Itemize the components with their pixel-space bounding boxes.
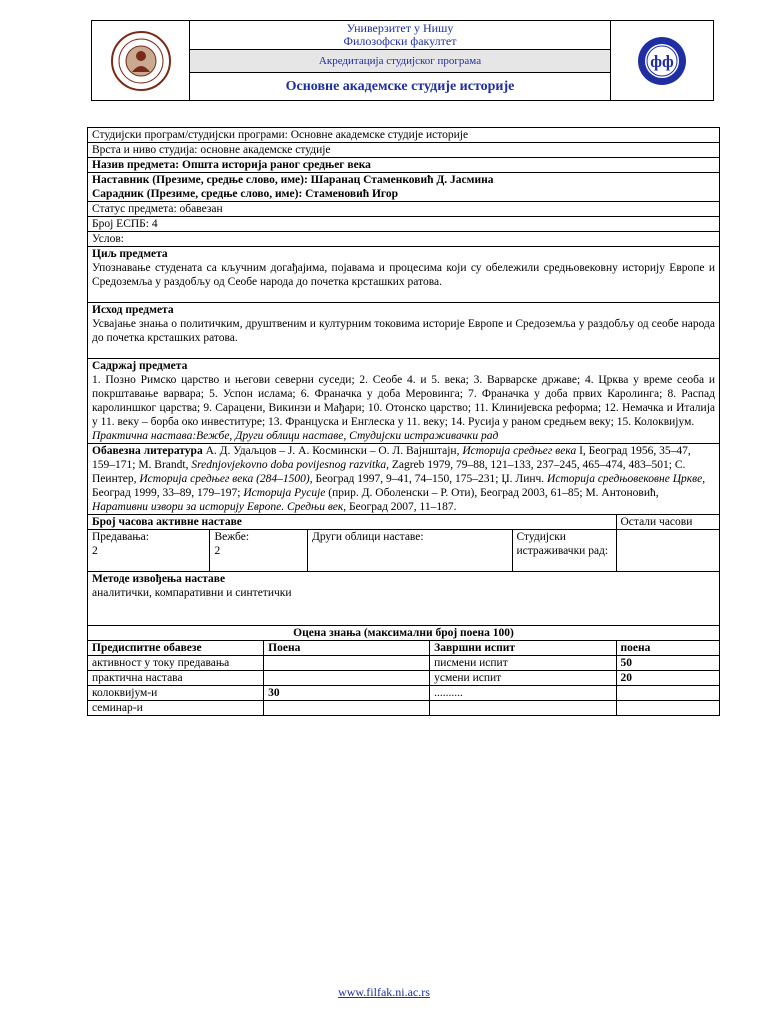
literature-title: Историја средњовековне Цркве bbox=[547, 473, 703, 485]
content-text: 1. Позно Римско царство и његови северни суседи; 2. Сеобе 4. и 5. века; 3. Варварске државе; 4. Црква у време сеоба и покрштавање варвара; 5. Успон ислама; 6. Франачка у доба Меровинга; 7. Франачка у доба првих Каролинга; 8. Распад каролиншког царства; 9. Сарацени, Викинзи и Мађари; 10. Отонско царство; 11. Клинијевска реформа; 12. Немачка и Италија у 11. веку – борба око инвеституре; 13. Француска и Енглеска у 11. веку; 14. Русија у раном средњем веку; 15. Колоквијум. bbox=[92, 374, 715, 428]
exercises-label: Вежбе: bbox=[214, 531, 250, 543]
research-label: Студијски истраживачки рад: bbox=[516, 531, 609, 557]
goal-section bbox=[88, 247, 720, 303]
lectures-label: Предавања: bbox=[92, 531, 149, 543]
literature-part: , Београд 1997, 9–41, 74–150, 175–231; Џ. Линч. bbox=[309, 473, 548, 485]
header-table bbox=[91, 20, 714, 101]
grading-cell: 50 bbox=[616, 656, 720, 671]
grading-col-points: Поена bbox=[264, 641, 430, 656]
grading-col-pre: Предиспитне обавезе bbox=[88, 641, 264, 656]
faculty-logo-letters: фф bbox=[650, 51, 674, 71]
grading-cell bbox=[264, 656, 430, 671]
university-name: Универзитет у Нишу bbox=[346, 21, 454, 35]
literature-title: Историја Русије bbox=[243, 487, 326, 499]
literature-part: , Београд 1999, 33–89, 179–197; bbox=[92, 473, 706, 499]
university-name-cell bbox=[190, 21, 611, 50]
grading-col-final: Завршни испит bbox=[430, 641, 616, 656]
faculty-logo-icon bbox=[636, 35, 688, 87]
outcome-section bbox=[88, 303, 720, 359]
lectures-value: 2 bbox=[92, 545, 98, 557]
faculty-logo-cell bbox=[611, 21, 714, 101]
footer bbox=[0, 985, 768, 1000]
outcome-heading: Исход предмета bbox=[92, 304, 174, 316]
literature-title: Srednjovjekovno doba povijesnog razvitka bbox=[191, 459, 387, 471]
content-section bbox=[88, 359, 720, 444]
literature-heading: Обавезна литература bbox=[92, 445, 203, 457]
literature-section bbox=[88, 444, 720, 515]
footer-link[interactable]: www.filfak.ni.ac.rs bbox=[338, 985, 430, 999]
goal-heading: Циљ предмета bbox=[92, 248, 168, 260]
grading-cell: семинар-и bbox=[88, 701, 264, 716]
exercises-value: 2 bbox=[214, 545, 221, 557]
outcome-text: Усвајање знања о политичким, друштвеним и културним токовима историје Европе и Средоземља у раздобљу од сеобе народа до почетка крсташких ратова. bbox=[92, 318, 715, 344]
espb-row: Број ЕСПБ: 4 bbox=[88, 217, 720, 232]
grading-row bbox=[88, 701, 720, 716]
grading-cell: активност у току предавања bbox=[88, 656, 264, 671]
grading-cell: 30 bbox=[264, 686, 430, 701]
research-cell bbox=[512, 530, 616, 572]
literature-title: Наративни извори за историју Европе. Средњи век bbox=[92, 501, 344, 513]
university-seal-cell bbox=[92, 21, 190, 101]
grading-cell bbox=[264, 701, 430, 716]
grading-cell bbox=[616, 701, 720, 716]
other-hours-cell bbox=[616, 530, 720, 572]
literature-part: (прир. Д. Оболенски – Р. Оти), Београд 2003, 61–85; М. Антоновић, bbox=[325, 487, 659, 499]
assistant-line: Сарадник (Презиме, средње слово, име): Стаменовић Игор bbox=[92, 188, 398, 200]
literature-part: , Београд 2007, 11–187. bbox=[343, 501, 457, 513]
grading-col-final-points: поена bbox=[616, 641, 720, 656]
subject-row: Назив предмета: Општа историја раног средњег века bbox=[88, 158, 720, 173]
grading-cell: 20 bbox=[616, 671, 720, 686]
content-heading: Садржај предмета bbox=[92, 360, 188, 372]
lectures-cell bbox=[88, 530, 210, 572]
accreditation-label: Акредитација студијског програма bbox=[190, 50, 611, 73]
grading-cell: писмени испит bbox=[430, 656, 616, 671]
methods-text: аналитички, компаративни и синтетички bbox=[92, 587, 292, 599]
other-forms-cell: Други облици наставе: bbox=[307, 530, 512, 572]
university-seal-icon bbox=[110, 30, 172, 92]
teacher-line: Наставник (Презиме, средње слово, име): Шаранац Стаменковић Д. Јасмина bbox=[92, 174, 494, 186]
condition-row: Услов: bbox=[88, 232, 720, 247]
literature-part: , Zagreb 1979, 79–88, 121–133, 237–245, 465–474, 483–501; С. Пеинтер, bbox=[92, 459, 686, 485]
grading-row bbox=[88, 686, 720, 701]
exercises-cell bbox=[210, 530, 308, 572]
staff-row bbox=[88, 173, 720, 202]
grading-row bbox=[88, 656, 720, 671]
grading-cell bbox=[430, 701, 616, 716]
grading-row bbox=[88, 671, 720, 686]
literature-title: Историја средњег века bbox=[462, 445, 577, 457]
literature-part: А. Д. Удаљцов – Ј. А. Космински – О. Л. Вајнштајн, bbox=[202, 445, 463, 457]
grading-cell: .......... bbox=[430, 686, 616, 701]
methods-section bbox=[88, 572, 720, 626]
literature-title: Историја средњег века (284–1500) bbox=[139, 473, 310, 485]
faculty-name: Филозофски факултет bbox=[343, 34, 457, 48]
program-title: Основне академске студије историје bbox=[190, 73, 611, 101]
course-table bbox=[87, 127, 720, 716]
goal-text: Упознавање студената са кључним догађајима, појавама и процесима који су обележили средњовековну историју Европе и Средоземља у раздобљу од Сеобе народа до почетка крсташких ратова. bbox=[92, 262, 715, 288]
level-row: Врста и ниво студија: основне академске студије bbox=[88, 143, 720, 158]
other-hours-heading: Остали часови bbox=[616, 515, 720, 530]
program-row: Студијски програм/студијски програми: Основне академске студије историје bbox=[88, 128, 720, 143]
grading-heading: Оцена знања (максимални број поена 100) bbox=[88, 626, 720, 641]
status-row: Статус предмета: обавезан bbox=[88, 202, 720, 217]
grading-cell: усмени испит bbox=[430, 671, 616, 686]
literature-part: I, Београд 1956, 35–47, 159–171; M. Brandt, bbox=[92, 445, 691, 471]
grading-cell bbox=[616, 686, 720, 701]
methods-heading: Методе извођења наставе bbox=[92, 573, 226, 585]
hours-heading: Број часова активне наставе bbox=[88, 515, 617, 530]
grading-cell: колоквијум-и bbox=[88, 686, 264, 701]
grading-cell: практична настава bbox=[88, 671, 264, 686]
grading-cell bbox=[264, 671, 430, 686]
practical-text: Практична настава:Вежбе, Други облици наставе, Студијски истраживачки рад bbox=[92, 430, 499, 442]
